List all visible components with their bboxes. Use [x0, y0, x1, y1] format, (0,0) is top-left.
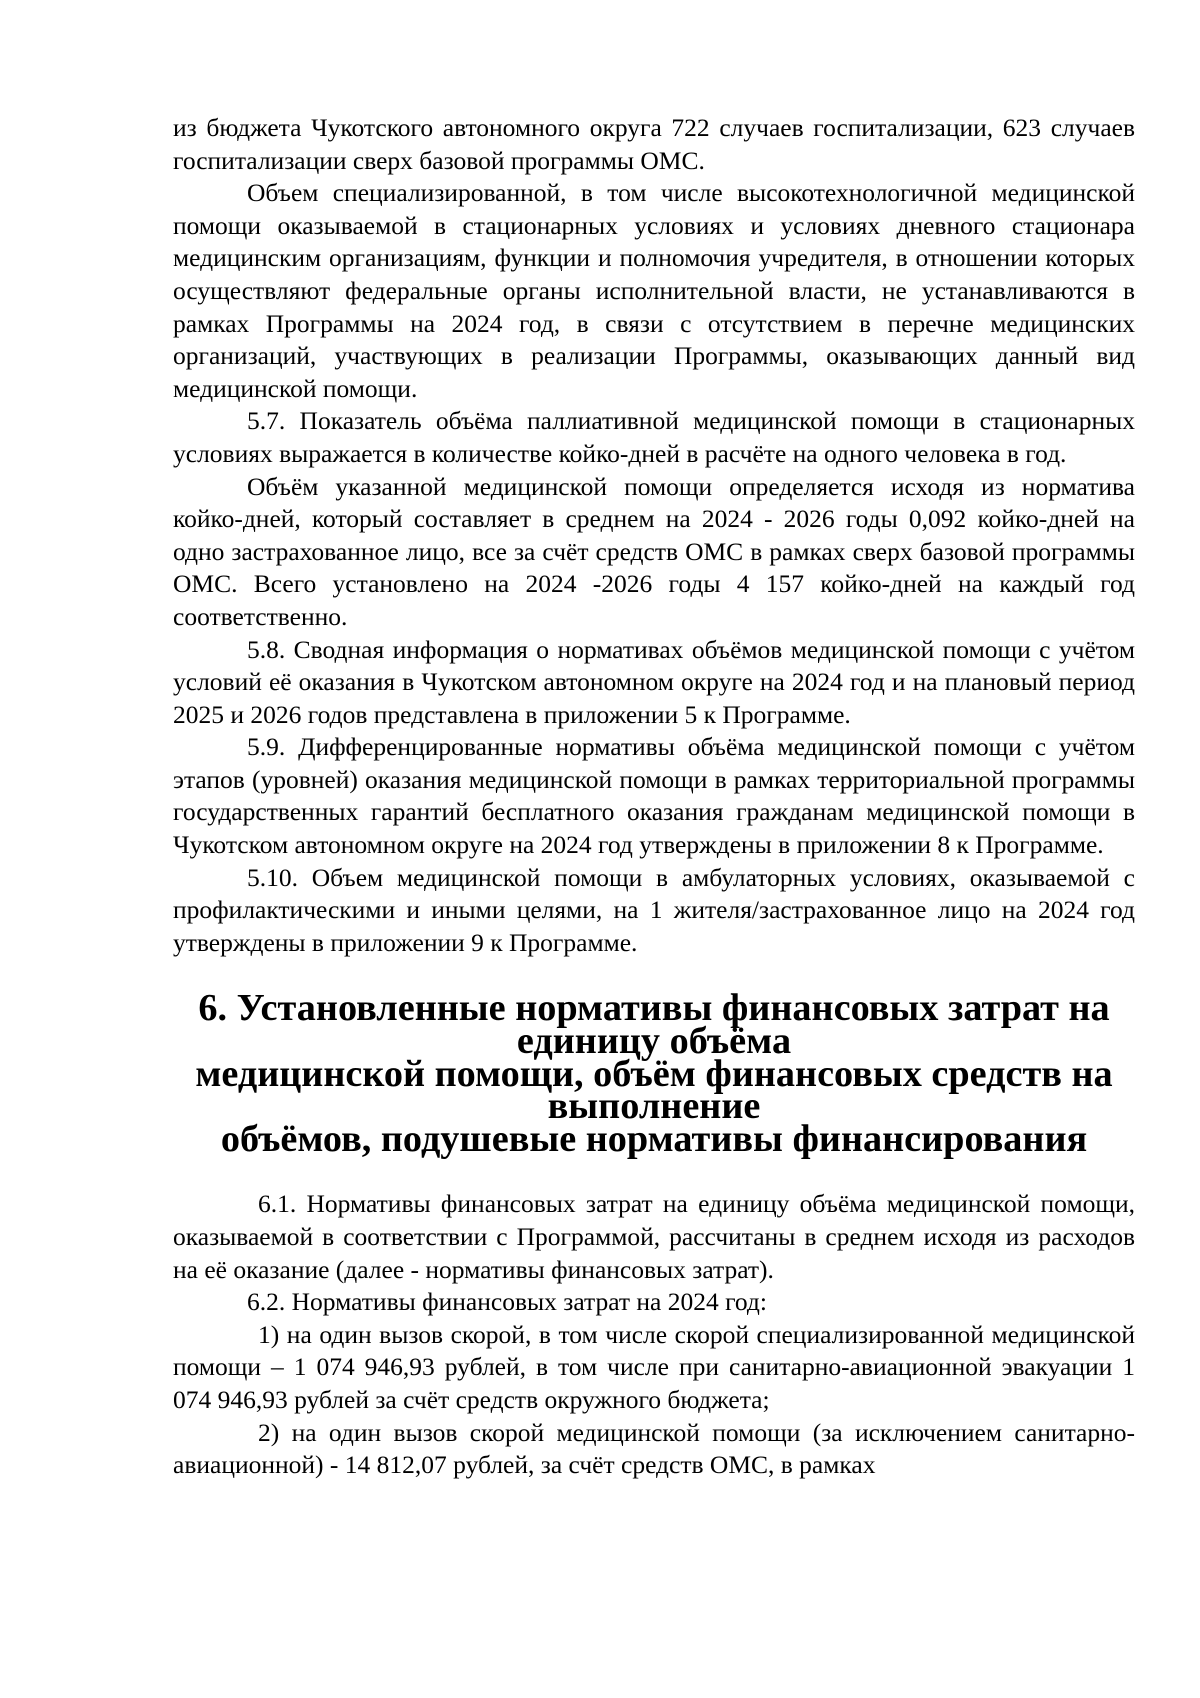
paragraph-6-2-item-1: 1) на один вызов скорой, в том числе скорой специализированной медицинской помощи – 1 074 946,93 рублей, в том числе при санитарно-авиационной эвакуации 1 074 946,93 рублей за счёт средств окружного бюджета; — [173, 1319, 1135, 1414]
paragraph-5-8: 5.8. Сводная информация о нормативах объёмов медицинской помощи с учётом условий её оказания в Чукотском автономном округе на 2024 год и на плановый период 2025 и 2026 годов представлена в приложении 5 к Программе. — [173, 634, 1135, 729]
heading-line-3: объёмов, подушевые нормативы финансирования — [220, 1117, 1088, 1160]
paragraph-specialized-care-volume: Объем специализированной, в том числе высокотехнологичной медицинской помощи оказываемой в стационарных условиях и условиях дневного стационара медицинским организациям, функции и полномочия учредителя, в отношении которых осуществляют федеральные органы исполнительной власти, не устанавливаются в рамках Программы на 2024 год, в связи с отсутствием в перечне медицинских организаций, участвующих в реализации Программы, оказывающих данный вид медицинской помощи. — [173, 178, 1135, 403]
paragraph-palliative-volume: Объём указанной медицинской помощи определяется исходя из норматива койко-дней, который составляет в среднем на 2024 - 2026 годы 0,092 койко-дней на одно застрахованное лицо, все за счёт средств ОМС в рамках сверх базовой программы ОМС. Всего установлено на 2024 -2026 годы 4 157 койко-дней на каждый год соответственно. — [173, 471, 1135, 631]
paragraph-6-2-item-2: 2) на один вызов скорой медицинской помощи (за исключением санитарно-авиационной) - 14 812,07 рублей, за счёт средств ОМС, в рамках — [173, 1417, 1135, 1480]
paragraph-5-7: 5.7. Показатель объёма паллиативной медицинской помощи в стационарных условиях выражается в количестве койко-дней в расчёте на одного человека в год. — [173, 406, 1135, 468]
document-page — [173, 112, 1135, 1482]
paragraph-6-2: 6.2. Нормативы финансовых затрат на 2024 год: — [247, 1287, 767, 1317]
heading-line-2: медицинской помощи, объём финансовых средств на выполнение — [195, 1052, 1113, 1128]
paragraph-hospitalization-count: из бюджета Чукотского автономного округа 722 случаев госпитализации, 623 случаев госпитализации сверх базовой программы ОМС. — [173, 113, 1135, 175]
section-6-heading — [173, 987, 1135, 1160]
paragraph-6-1: 6.1. Нормативы финансовых затрат на единицу объёма медицинской помощи, оказываемой в соответствии с Программой, рассчитаны в среднем исходя из расходов на её оказание (далее - нормативы финансовых затрат). — [173, 1189, 1135, 1284]
section-5-continuation — [173, 112, 1135, 959]
paragraph-5-9: 5.9. Дифференцированные нормативы объёма медицинской помощи с учётом этапов (уровней) оказания медицинской помощи в рамках территориальной программы государственных гарантий бесплатного оказания гражданам медицинской помощи в Чукотском автономном округе на 2024 год утверждены в приложении 8 к Программе. — [173, 732, 1135, 860]
section-6-body — [173, 1188, 1135, 1481]
heading-line-1: 6. Установленные нормативы финансовых затрат на единицу объёма — [198, 987, 1110, 1063]
paragraph-5-10: 5.10. Объем медицинской помощи в амбулаторных условиях, оказываемой с профилактическими и иными целями, на 1 жителя/застрахованное лицо на 2024 год утверждены в приложении 9 к Программе. — [173, 862, 1135, 957]
